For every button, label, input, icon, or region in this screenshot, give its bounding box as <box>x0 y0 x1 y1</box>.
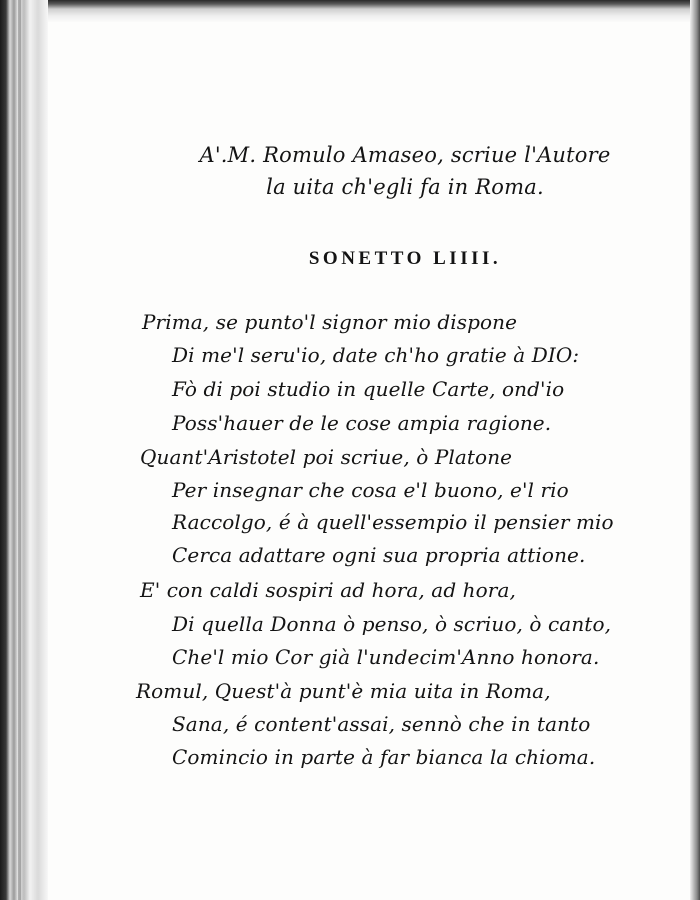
sonnet-heading: SONETTO LIIII. <box>308 248 502 269</box>
verse-line-6: Per insegnar che cosa e'l buono, e'l rio <box>172 478 569 502</box>
verse-line-7: Raccolgo, é à quell'essempio il pensier mio <box>172 510 614 534</box>
verse-line-9: E' con caldi sospiri ad hora, ad hora, <box>140 578 516 602</box>
verse-line-5: Quant'Aristotel poi scriue, ò Platone <box>140 445 513 469</box>
verse-line-13: Sana, é content'assai, sennò che in tanto <box>172 712 591 736</box>
page-right-edge <box>690 0 700 900</box>
page-top-edge <box>0 0 700 22</box>
verse-line-12: Romul, Quest'à punt'è mia uita in Roma, <box>136 679 551 703</box>
verse-line-3: Fò di poi studio in quelle Carte, ond'io <box>172 377 565 401</box>
verse-line-2: Di me'l seru'io, date ch'ho gratie à DIO: <box>172 343 580 367</box>
verse-line-8: Cerca adattare ogni sua propria attione. <box>172 543 586 567</box>
book-binding-edge <box>0 0 48 900</box>
verse-line-14: Comincio in parte à far bianca la chioma. <box>172 745 596 769</box>
dedication-line-2: la uita ch'egli fa in Roma. <box>266 175 544 199</box>
verse-line-1: Prima, se punto'l signor mio dispone <box>142 310 518 334</box>
dedication-line-1: A'.M. Romulo Amaseo, scriue l'Autore <box>199 143 611 167</box>
verse-line-11: Che'l mio Cor già l'undecim'Anno honora. <box>172 645 600 669</box>
verse-line-10: Di quella Donna ò penso, ò scriuo, ò canto, <box>172 612 612 636</box>
verse-line-4: Poss'hauer de le cose ampia ragione. <box>172 411 552 435</box>
